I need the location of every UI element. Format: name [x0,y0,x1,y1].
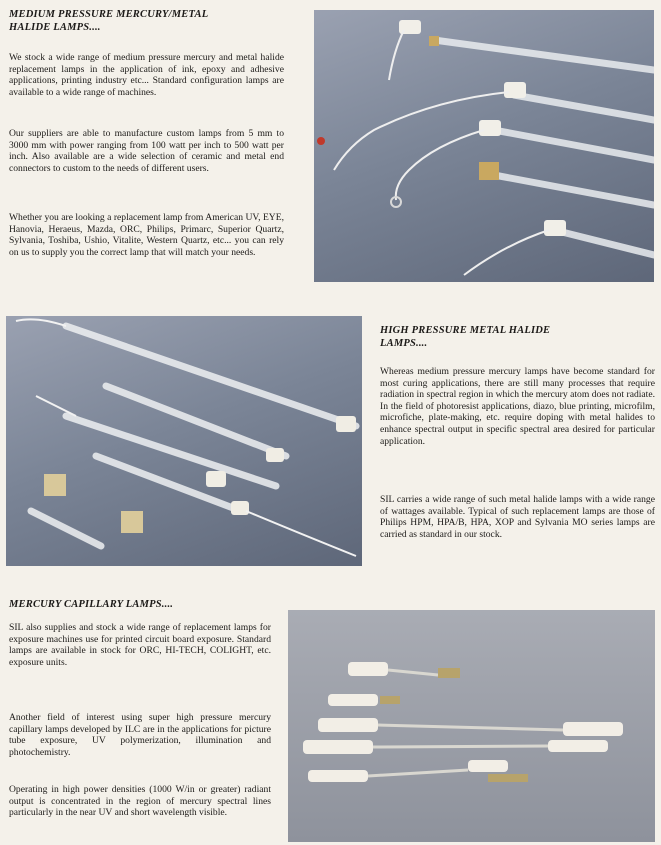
paragraph: SIL also supplies and stock a wide range of replacement lamps for exposure machines use for printed circuit board exposure. Standard lamps are available in stock for ORC, HI-TECH, COLIGHT, etc. exposure units. [9,622,271,668]
section-heading-capillary [9,598,299,611]
heading-line: LAMPS.... [380,338,428,349]
heading-line: HIGH PRESSURE METAL HALIDE [380,325,551,336]
heading-line: MERCURY CAPILLARY LAMPS.... [9,599,174,610]
paragraph: We stock a wide range of medium pressure mercury and metal halide replacement lamps in the application of ink, epoxy and adhesive applications, printing industry etc... Standard configuration lamps are available to a wide range of machines. [9,52,284,98]
photo-medium-pressure-lamps [314,10,654,282]
paragraph: Whereas medium pressure mercury lamps have become standard for most curing applications, there are still many processes that require radiation in spectral region in which the mercury atom does not radiate. In the field of photoresist applications, diazo, blue printing, microfilm, microfiche, plate-making, etc. require doping with metal halides to enhance spectral output in specific spectral area desired for particular application. [380,366,655,447]
paragraph: Another field of interest using super high pressure mercury capillary lamps developed by ILC are in the applications for picture tube exposure, UV polymerization, illumination and photochemistry. [9,712,271,758]
section-heading-high-pressure [380,324,655,350]
lamp-illustration [6,316,362,566]
paragraph: Operating in high power densities (1000 W/in or greater) radiant output is concentrated in the region of mercury spectral lines particularly in the near UV and short wavelength visible. [9,784,271,819]
section-heading-medium-pressure [9,8,299,34]
heading-line: HALIDE LAMPS.... [9,22,101,33]
paragraph: Whether you are looking a replacement lamp from American UV, EYE, Hanovia, Heraeus, Mazda, ORC, Philips, Primarc, Superior Quartz, Sylvania, Toshiba, Ushio, Vitalite, Western Quartz, etc... you can rely on us to supply you the correct lamp that will match your needs. [9,212,284,258]
paragraph: SIL carries a wide range of such metal halide lamps with a wide range of wattages available. Typical of such replacement lamps are those of Philips HPM, HPA/B, HPA, XOP and Sylvania MO series lamps are carried as standard in our stock. [380,494,655,540]
lamp-illustration [314,10,654,282]
paragraph: Our suppliers are able to manufacture custom lamps from 5 mm to 3000 mm with power ranging from 100 watt per inch to 500 watt per inch. Also available are a wide selection of ceramic and metal end connectors to custom to the needs of different users. [9,128,284,174]
photo-capillary-lamps [288,610,655,842]
lamp-illustration [288,610,655,842]
heading-line: MEDIUM PRESSURE MERCURY/METAL [9,9,209,20]
photo-metal-halide-lamps [6,316,362,566]
